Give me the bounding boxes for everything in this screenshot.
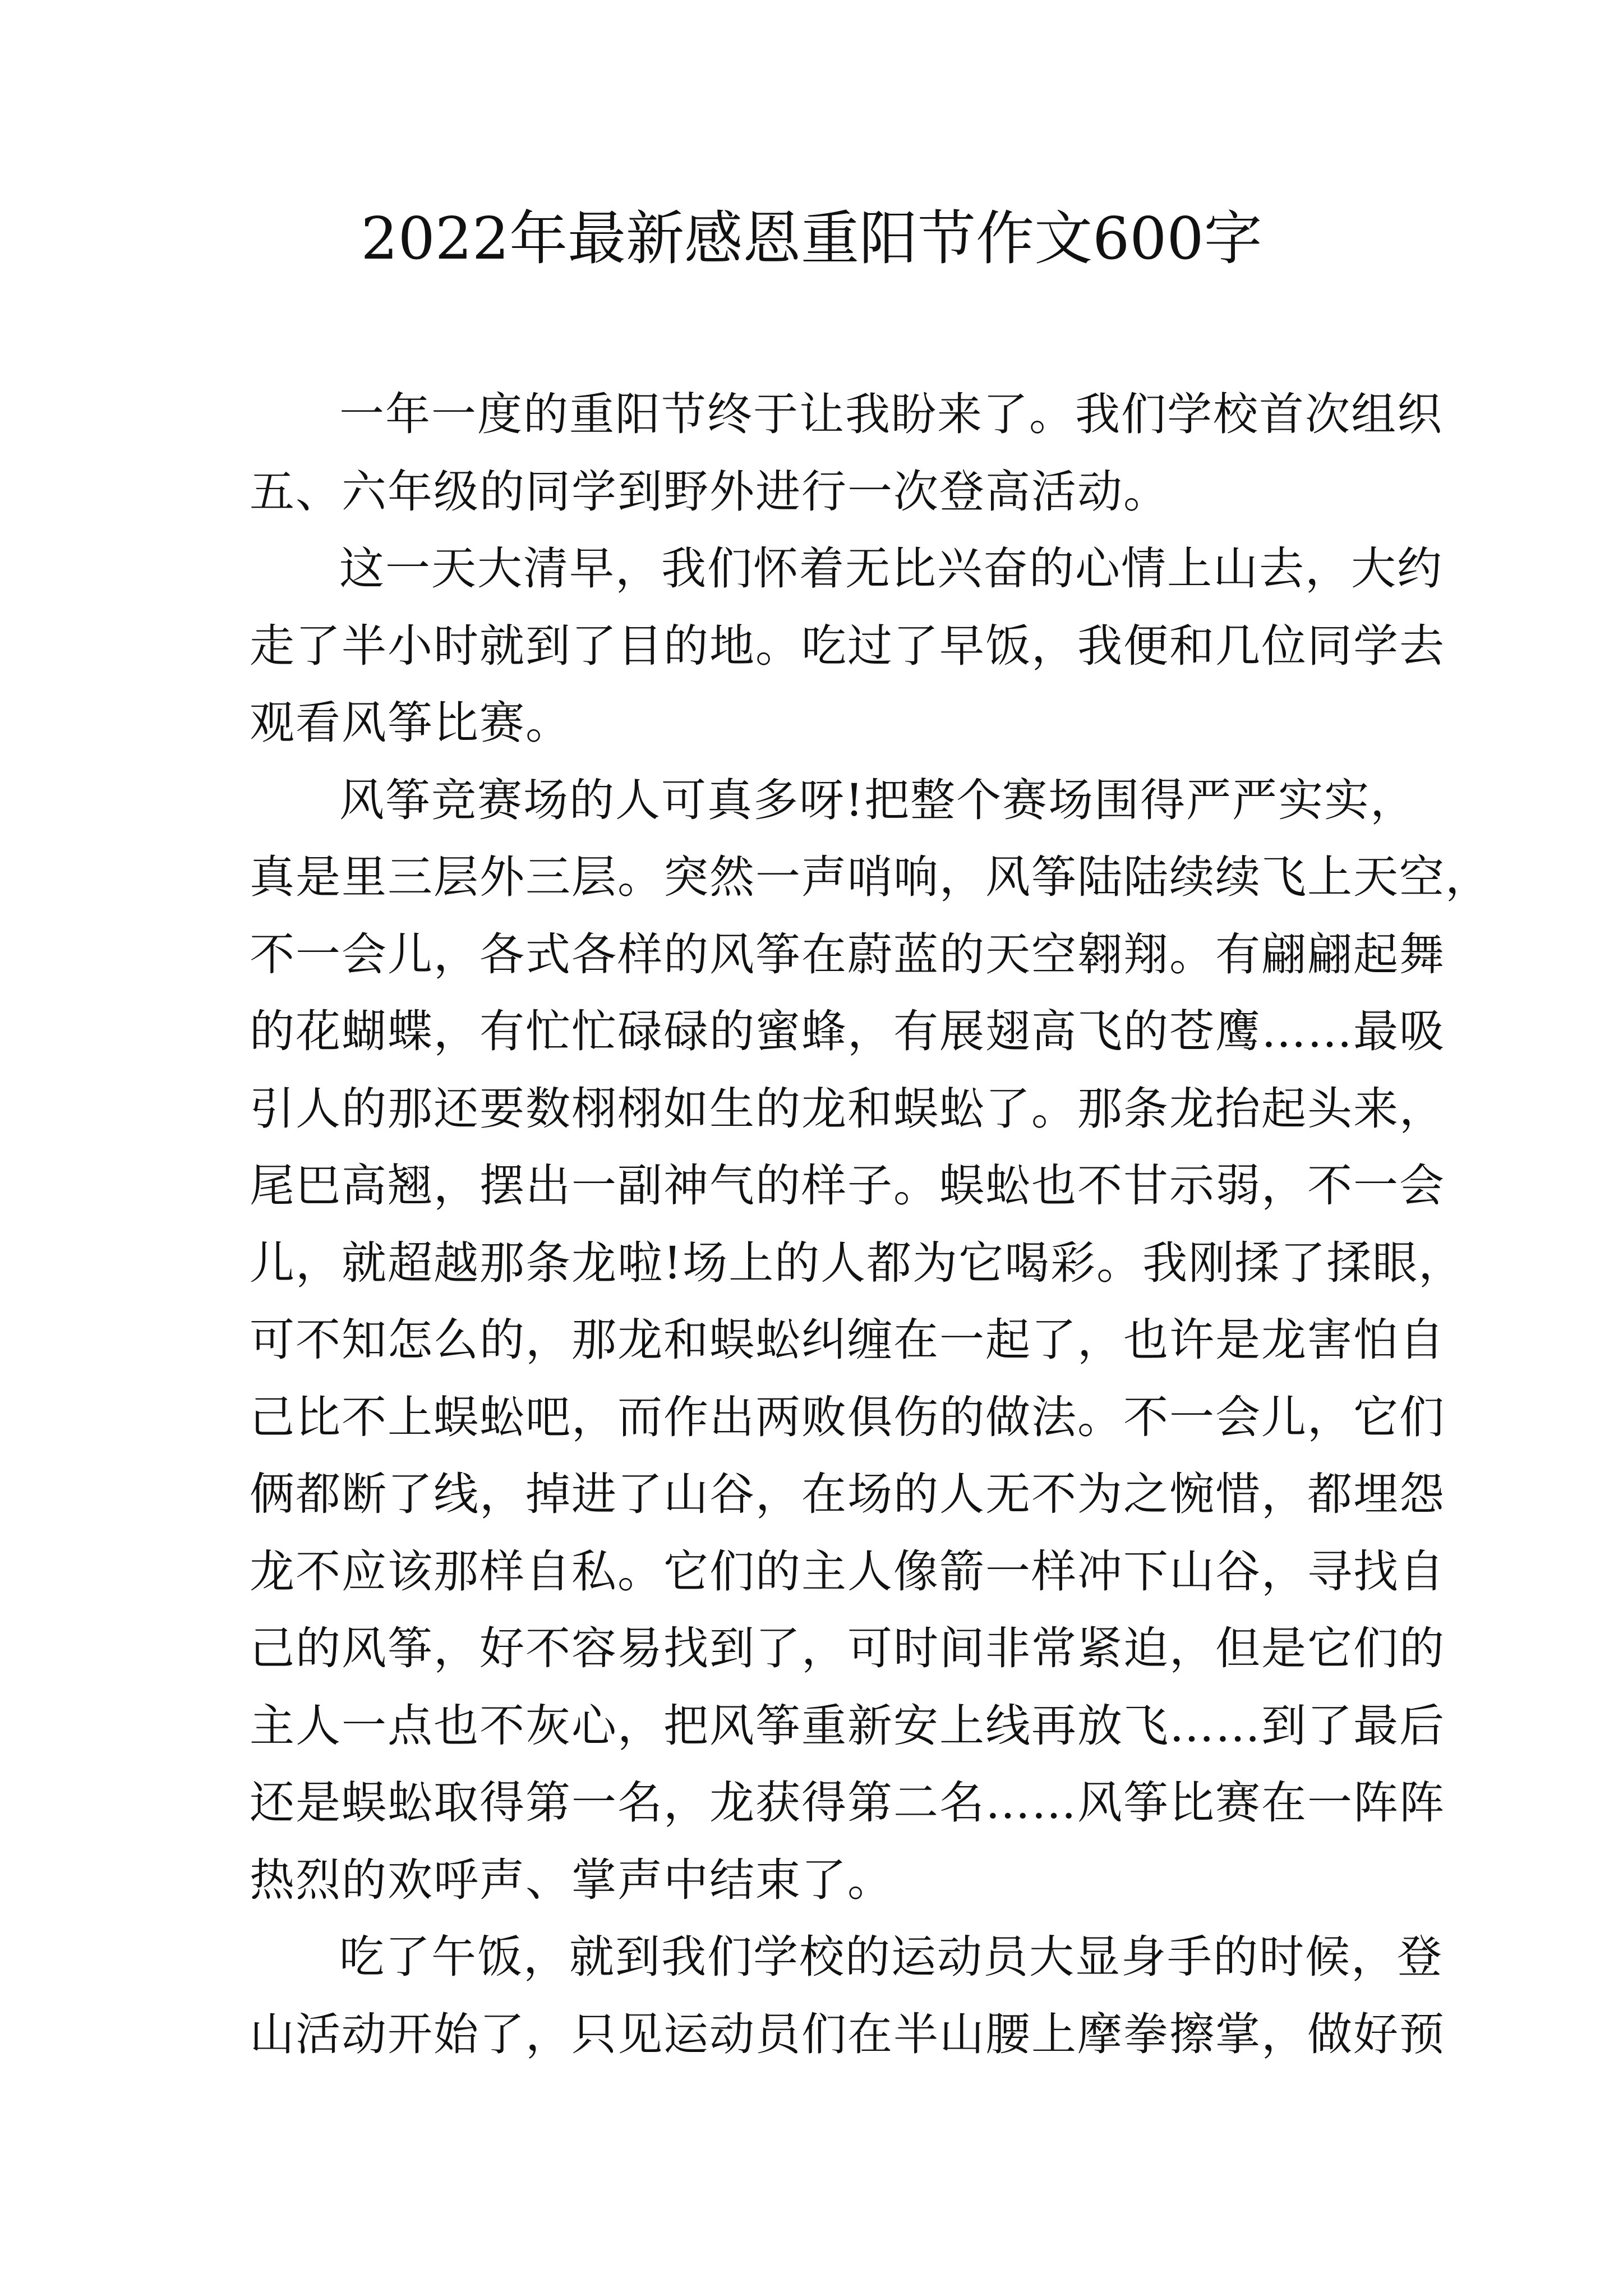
paragraph-line: 一年一度的重阳节终于让我盼来了。我们学校首次组织 [339,388,1443,440]
paragraph-line: 龙不应该那样自私。它们的主人像箭一样冲下山谷，寻找自 [250,1545,1445,1598]
document-title: 2022年最新感恩重阳节作文600字 [361,204,1262,273]
paragraph-line: 五、六年级的同学到野外进行一次登高活动。 [250,465,1169,518]
document-body [250,376,1491,2073]
paragraph-line: 热烈的欢呼声、掌声中结束了。 [250,1853,893,1906]
paragraph-line: 主人一点也不灰心，把风筝重新安上线再放飞……到了最后 [250,1699,1445,1752]
paragraph-line: 的花蝴蝶，有忙忙碌碌的蜜蜂，有展翅高飞的苍鹰……最吸 [250,1005,1445,1057]
paragraph-line: 引人的那还要数栩栩如生的龙和蜈蚣了。那条龙抬起头来， [250,1082,1445,1135]
paragraph-line: 走了半小时就到了目的地。吃过了早饭，我便和几位同学去 [250,619,1445,672]
paragraph-line: 观看风筝比赛。 [250,697,571,749]
paragraph-line: 不一会儿，各式各样的风筝在蔚蓝的天空翱翔。有翩翩起舞 [250,928,1445,981]
paragraph-line: 尾巴高翘，摆出一副神气的样子。蜈蚣也不甘示弱，不一会 [250,1159,1445,1212]
paragraph-line: 可不知怎么的，那龙和蜈蚣纠缠在一起了，也许是龙害怕自 [250,1314,1445,1366]
paragraph-line: 山活动开始了，只见运动员们在半山腰上摩拳擦掌，做好预 [250,2008,1445,2060]
paragraph-line: 己比不上蜈蚣吧，而作出两败俱伤的做法。不一会儿，它们 [250,1391,1445,1443]
paragraph-line: 己的风筝，好不容易找到了，可时间非常紧迫，但是它们的 [250,1622,1445,1674]
paragraph-line: 儿，就超越那条龙啦!场上的人都为它喝彩。我刚揉了揉眼， [250,1236,1465,1289]
paragraph-line: 真是里三层外三层。突然一声哨响，风筝陆陆续续飞上天空， [250,851,1491,903]
paragraph-line: 吃了午饭，就到我们学校的运动员大显身手的时候，登 [339,1931,1443,1983]
paragraph-line: 风筝竞赛场的人可真多呀!把整个赛场围得严严实实， [339,774,1417,826]
paragraph-line: 还是蜈蚣取得第一名，龙获得第二名……风筝比赛在一阵阵 [250,1777,1445,1829]
paragraph-line: 这一天大清早，我们怀着无比兴奋的心情上山去，大约 [339,542,1443,595]
paragraph-line: 俩都断了线，掉进了山谷，在场的人无不为之惋惜，都埋怨 [250,1468,1445,1520]
